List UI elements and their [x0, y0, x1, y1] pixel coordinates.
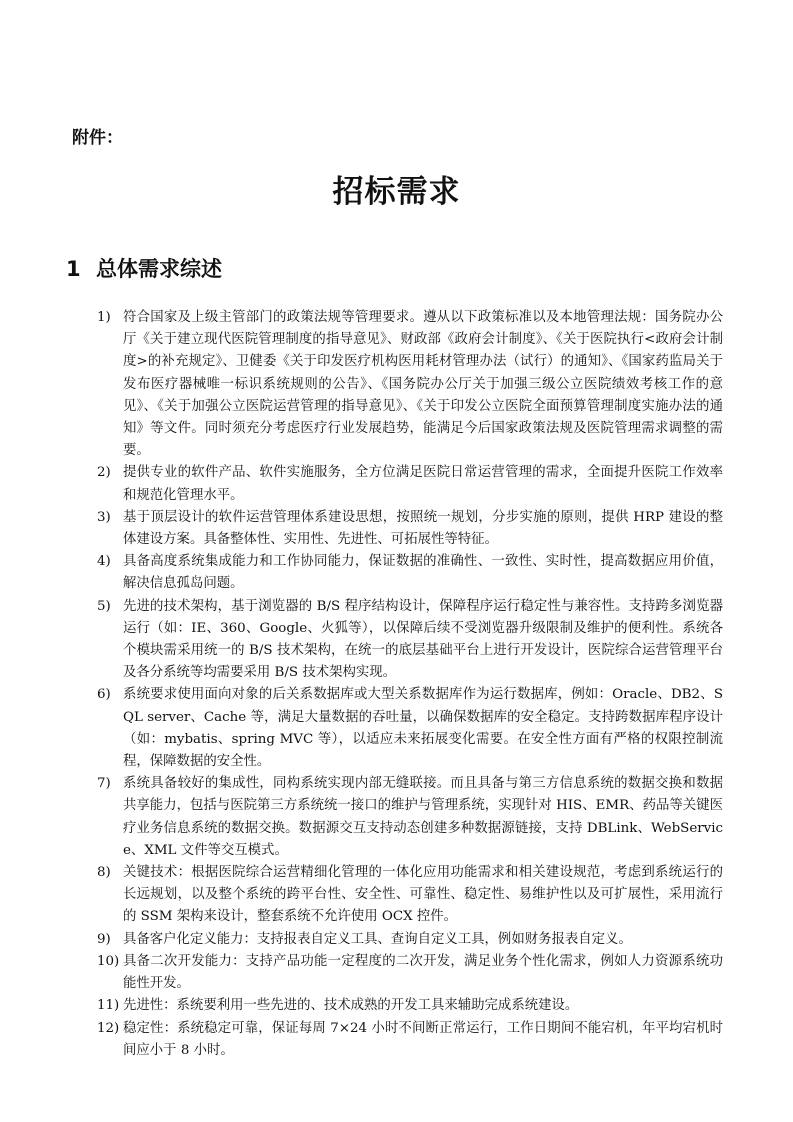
- list-item: [97, 995, 723, 1017]
- list-item: [97, 307, 723, 462]
- list-item: [97, 507, 723, 551]
- list-item-number: 8): [97, 865, 111, 881]
- list-item: [97, 596, 723, 685]
- list-item: [97, 462, 723, 506]
- list-item-number: 7): [97, 776, 111, 792]
- list-item-number: 4): [97, 554, 111, 570]
- document-title: 招标需求: [332, 174, 461, 210]
- list-item-text: 系统具备较好的集成性，同构系统实现内部无缝联接。而且具备与第三方信息系统的数据交换和数据共享能力，包括与医院第三方系统统一接口的维护与管理系统，实现针对 HIS、EMR、药品等关键医疗业务信息系统的数据交换。数据源交互支持动态创建多种数据源链接，支持 DBLink、WebService、XML 文件等交互模式。: [123, 776, 723, 858]
- list-item-text: 系统要求使用面向对象的后关系数据库或大型关系数据库作为运行数据库，例如：Oracle、DB2、SQL server、Cache 等，满足大量数据的吞吐量，以确保数据库的安全稳定。支持跨数据库程序设计（如：mybatis、spring MVC 等），以适应未来拓展变化需要。在安全性方面有严格的权限控制流程，保障数据的安全性。: [123, 687, 723, 770]
- list-item-number: 2): [97, 465, 111, 481]
- attachment-label: 附件：: [72, 128, 123, 148]
- list-item: [97, 951, 723, 995]
- list-item-text: 符合国家及上级主管部门的政策法规等管理要求。遵从以下政策标准以及本地管理法规：国务院办公厅《关于建立现代医院管理制度的指导意见》、财政部《政府会计制度》、《关于医院执行<政府会计制度>的补充规定》、卫健委《关于印发医疗机构医用耗材管理办法（试行）的通知》、《国家药监局关于发布医疗器械唯一标识系统规则的公告》、《国务院办公厅关于加强三级公立医院绩效考核工作的意见》、《关于加强公立医院运营管理的指导意见》、《关于印发公立医院全面预算管理制度实施办法的通知》等文件。同时须充分考虑医疗行业发展趋势，能满足今后国家政策法规及医院管理需求调整的需要。: [123, 310, 723, 459]
- list-item-text: 具备客户化定义能力：支持报表自定义工具、查询自定义工具，例如财务报表自定义。: [123, 931, 632, 947]
- list-item-number: 9): [97, 931, 111, 947]
- list-item: [97, 551, 723, 595]
- list-item-text: 基于顶层设计的软件运营管理体系建设思想，按照统一规划，分步实施的原则，提供 HRP 建设的整体建设方案。具备整体性、实用性、先进性、可拓展性等特征。: [123, 509, 723, 548]
- section-number: 1: [66, 257, 81, 281]
- list-item-text: 先进的技术架构，基于浏览器的 B/S 程序结构设计，保障程序运行稳定性与兼容性。支持跨多浏览器运行（如：IE、360、Google、火狐等），以保障后续不受浏览器升级限制及维护的便利性。系统各个模块需采用统一的 B/S 技术架构，在统一的底层基础平台上进行开发设计，医院综合运营管理平台及各分系统等均需要采用 B/S 技术架构实现。: [123, 598, 723, 681]
- list-item: [97, 862, 723, 929]
- list-item-number: 10): [97, 953, 120, 969]
- list-item: [97, 684, 723, 773]
- list-item-text: 具备二次开发能力：支持产品功能一定程度的二次开发，满足业务个性化需求，例如人力资源系统功能性开发。: [123, 953, 723, 992]
- list-item-number: 6): [97, 687, 111, 703]
- list-item: [97, 773, 723, 862]
- list-item: [97, 929, 723, 951]
- requirements-list: [97, 307, 723, 1062]
- list-item-text: 关键技术：根据医院综合运营精细化管理的一体化应用功能需求和相关建设规范，考虑到系统运行的长远规划，以及整个系统的跨平台性、安全性、可靠性、稳定性、易维护性以及可扩展性，采用流行的 SSM 架构来设计，整套系统不允许使用 OCX 控件。: [123, 865, 723, 925]
- list-item-number: 12): [97, 1020, 120, 1036]
- list-item-number: 3): [97, 509, 111, 525]
- list-item-number: 5): [97, 598, 111, 614]
- list-item: [97, 1018, 723, 1062]
- list-item-text: 稳定性：系统稳定可靠，保证每周 7×24 小时不间断正常运行，工作日期间不能宕机，年平均宕机时间应小于 8 小时。: [123, 1020, 723, 1058]
- list-item-text: 具备高度系统集成能力和工作协同能力，保证数据的准确性、一致性、实时性，提高数据应用价值，解决信息孤岛问题。: [123, 554, 723, 592]
- list-item-number: 11): [97, 998, 120, 1014]
- list-item-text: 先进性：系统要利用一些先进的、技术成熟的开发工具来辅助完成系统建设。: [123, 998, 579, 1014]
- section-heading: [66, 254, 222, 284]
- list-item-number: 1): [97, 310, 111, 325]
- list-item-text: 提供专业的软件产品、软件实施服务，全方位满足医院日常运营管理的需求，全面提升医院工作效率和规范化管理水平。: [123, 465, 723, 503]
- section-title: 总体需求综述: [96, 257, 222, 281]
